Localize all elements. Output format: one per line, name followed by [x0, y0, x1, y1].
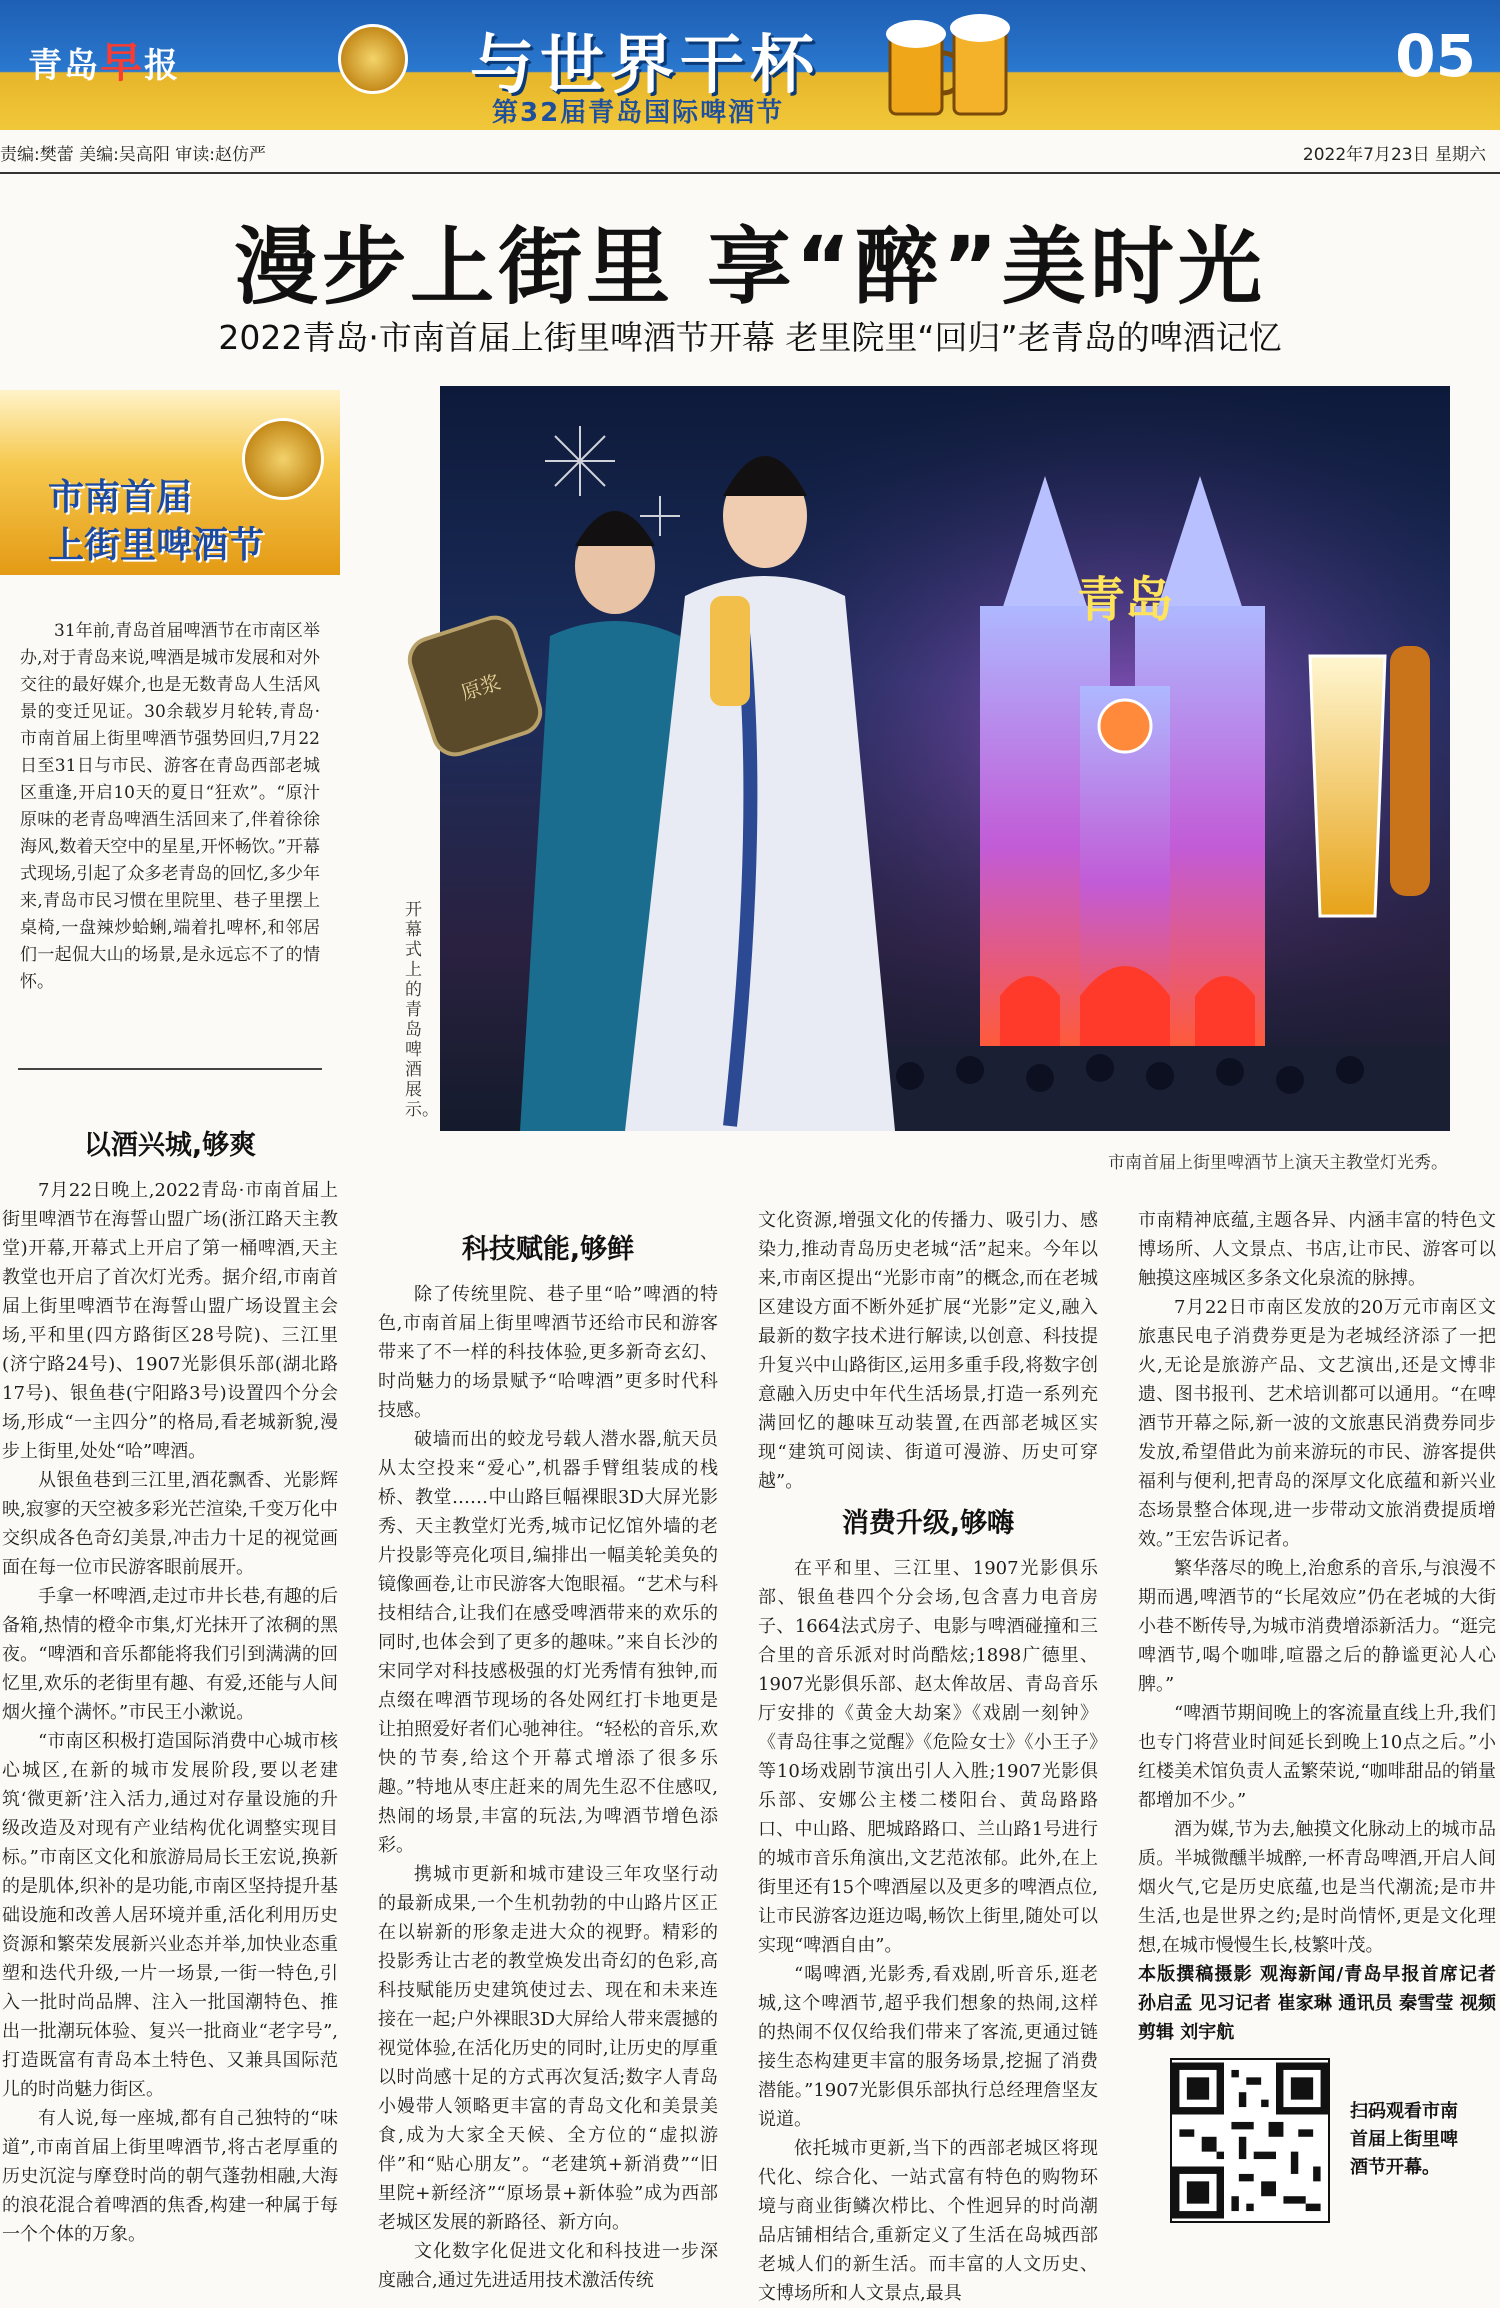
- article-paragraph: “市南区积极打造国际消费中心城市核心城区,在新的城市发展阶段,要以老建筑‘微更新’注入活力,通过对存量设施的升级改造及对现有产业结构优化调整实现目标。”市南区文化和旅游局局长王宏说,换新的是肌体,织补的是功能,市南区坚持提升基础设施和改善人居环境并重,活化利用历史资源和繁荣发展新兴业态并举,加快业态重塑和迭代升级,一片一场景,一街一特色,引入一批时尚品牌、注入一批国潮特色、推出一批潮玩体验、复兴一批商业“老字号”,打造既富有青岛本土特色、又兼具国际范儿的时尚魅力街区。: [2, 1731, 338, 2100]
- article-paragraph: 在平和里、三江里、1907光影俱乐部、银鱼巷四个分会场,包含喜力电音房子、1664法式房子、电影与啤酒碰撞和三合里的音乐派对时尚酷炫;1898广德里、1907光影俱乐部、赵太侔故居、青岛音乐厅安排的《黄金大劫案》《戏剧一刻钟》《青岛往事之觉醒》《危险女士》《小王子》等10场戏剧节演出引人入胜;1907光影俱乐部、安娜公主楼二楼阳台、黄岛路路口、中山路、肥城路路口、兰山路1号进行的城市音乐角演出,文艺范浓郁。此外,在上街里还有15个啤酒屋以及更多的啤酒点位,让市民游客边逛边喝,畅饮上街里,随处可以实现“啤酒自由”。: [758, 1558, 1098, 1956]
- qr-pattern: [1172, 2060, 1328, 2221]
- article-paragraph: 酒为媒,节为去,触摸文化脉动上的城市品质。半城微醺半城醉,一杯青岛啤酒,开启人间烟火气,它是历史底蕴,也是当代潮流;是市井生活,也是世界之约;是时尚情怀,更是文化理想,在城市慢慢生长,枝繁叶茂。: [1138, 1819, 1496, 1956]
- article-paragraph: 手拿一杯啤酒,走过市井长巷,有趣的后备箱,热情的橙伞市集,灯光抹开了浓稠的黑夜。“啤酒和音乐都能将我们引到满满的回忆里,欢乐的老街里有趣、有爱,还能与人间烟火撞个满怀。”市民王小漱说。: [2, 1586, 338, 1723]
- header-divider: [0, 172, 1500, 174]
- masthead: [0, 0, 1500, 130]
- intro-paragraph: 31年前,青岛首届啤酒节在市南区举办,对于青岛来说,啤酒是城市发展和对外交往的最好媒介,也是无数青岛人生活风景的变迁见证。30余载岁月轮转,青岛·市南首届上街里啤酒节强势回归,7月22日至31日与市民、游客在青岛西部老城区重逢,开启10天的夏日“狂欢”。“原汁原味的老青岛啤酒生活回来了,伴着徐徐海风,数着天空中的星星,开怀畅饮。”开幕式现场,引起了众多老青岛的回忆,多少年来,青岛市民习惯在里院里、巷子里摆上桌椅,一盘辣炒蛤蜊,端着扎啤杯,和邻居们一起侃大山的场景,是永远忘不了的情怀。: [20, 621, 320, 992]
- photo-vertical-caption: 开幕式上的青岛啤酒展示。: [405, 900, 439, 1120]
- qr-caption: 扫码观看市南首届上街里啤酒节开幕。: [1350, 2101, 1458, 2178]
- article-paragraph: 文化资源,增强文化的传播力、吸引力、感染力,推动青岛历史老城“活”起来。今年以来,市南区提出“光影市南”的概念,而在老城区建设方面不断外延扩展“光影”定义,融入最新的数字技术进行解读,以创意、科技提升复兴中山路街区,运用多重手段,将数字创意融入历史中年代生活场景,打造一系列充满回忆的趣味互动装置,在西部老城区实现“建筑可阅读、街道可漫游、历史可穿越”。: [758, 1210, 1098, 1492]
- issue-date: 2022年7月23日 星期六: [1302, 145, 1486, 165]
- article-paragraph: 市南精神底蕴,主题各异、内涵丰富的特色文博场所、人文景点、书店,让市民、游客可以触摸这座城区多条文化泉流的脉搏。: [1138, 1210, 1496, 1289]
- section-subtitle: 第32届青岛国际啤酒节: [492, 98, 785, 128]
- article-column-4: [1138, 1206, 1496, 2047]
- intro-divider: [18, 1068, 322, 1070]
- page-number: 05: [1395, 22, 1476, 90]
- editor-credits: 责编:樊蕾 美编:吴高阳 审读:赵仿严: [0, 145, 266, 165]
- logo-text-c: 报: [144, 46, 181, 86]
- article-paragraph: 除了传统里院、巷子里“哈”啤酒的特色,市南首届上街里啤酒节还给市民和游客带来了不一样的科技体验,更多新奇玄幻、时尚魅力的场景赋予“哈啤酒”更多时代科技感。: [378, 1284, 718, 1421]
- photo-caption: 市南首届上街里啤酒节上演天主教堂灯光秀。: [1108, 1153, 1448, 1173]
- article-paragraph: 繁华落尽的晚上,治愈系的音乐,与浪漫不期而遇,啤酒节的“长尾效应”仍在老城的大街小巷不断传导,为城市消费增添新活力。“逛完啤酒节,喝个咖啡,喧嚣之后的静谧更沁人心脾。”: [1138, 1558, 1496, 1695]
- projection-text: 青岛: [1076, 572, 1174, 628]
- main-photo: [440, 386, 1450, 1131]
- article-paragraph: 依托城市更新,当下的西部老城区将现代化、综合化、一站式富有特色的购物环境与商业街鳞次栉比、个性迥异的时尚潮品店铺相结合,重新定义了生活在岛城西部老城人们的新生活。而丰富的人文历史、文博场所和人文景点,最具: [758, 2138, 1098, 2304]
- article-paragraph: 7月22日市南区发放的20万元市南区文旅惠民电子消费券更是为老城经济添了一把火,无论是旅游产品、文艺演出,还是文博非遗、图书报刊、艺术培训都可以通用。“在啤酒节开幕之际,新一波的文旅惠民消费券同步发放,希望借此为前来游玩的市民、游客提供福利与便利,把青岛的深厚文化底蕴和新兴业态场景整合体现,进一步带动文旅消费提质增效。”王宏告诉记者。: [1138, 1297, 1496, 1550]
- article-paragraph: 破墙而出的蛟龙号载人潜水器,航天员从太空投来“爱心”,机器手臂组装成的栈桥、教堂……中山路巨幅裸眼3D大屏光影秀、天主教堂灯光秀,城市记忆馆外墙的老片投影等亮化项目,编排出一幅美轮美奂的镜像画卷,让市民游客大饱眼福。“艺术与科技相结合,让我们在感受啤酒带来的欢乐的同时,也体会到了更多的趣味。”来自长沙的宋同学对科技感极强的灯光秀情有独钟,而点缀在啤酒节现场的各处网红打卡地更是让拍照爱好者们心驰神往。“轻松的音乐,欢快的节奏,给这个开幕式增添了很多乐趣。”特地从枣庄赶来的周先生忍不住感叹,热闹的场景,丰富的玩法,为啤酒节增色添彩。: [378, 1429, 718, 1856]
- article-paragraph: 文化数字化促进文化和科技进一步深度融合,通过先进适用技术激活传统: [378, 2241, 718, 2291]
- newspaper-logo: [28, 30, 180, 90]
- meta-row: [0, 140, 1500, 170]
- feature-tag-line2: 上街里啤酒节: [48, 525, 265, 566]
- logo-text-a: 青岛: [28, 46, 100, 86]
- beer-glass: [1310, 646, 1430, 916]
- article-paragraph: “啤酒节期间晚上的客流量直线上升,我们也专门将营业时间延长到晚上10点之后。”小红楼美术馆负责人孟繁荣说,“咖啡甜品的销量都增加不少。”: [1138, 1703, 1496, 1811]
- byline-credits: 本版撰稿摄影 观海新闻/青岛早报首席记者 孙启孟 见习记者 崔家琳 通讯员 秦雪莹 视频剪辑 刘宇航: [1138, 1964, 1496, 2043]
- section-heading: 科技赋能,够鲜: [461, 1234, 635, 1265]
- article-paragraph: 携城市更新和城市建设三年攻坚行动的最新成果,一个生机勃勃的中山路片区正在以崭新的形象走进大众的视野。精彩的投影秀让古老的教堂焕发出奇幻的色彩,高科技赋能历史建筑使过去、现在和未来连接在一起;户外裸眼3D大屏给人带来震撼的视觉体验,在活化历史的同时,让历史的厚重以时尚感十足的方式再次复活;数字人青岛小嫚带人领略更丰富的青岛文化和美景美食,成为大家全天候、全方位的“虚拟游伴”和“贴心朋友”。“老建筑+新消费”“旧里院+新经济”“原场景+新体验”成为西部老城区发展的新路径、新方向。: [378, 1864, 718, 2233]
- article-paragraph: 从银鱼巷到三江里,酒花飘香、光影辉映,寂寥的天空被多彩光芒渲染,千变万化中交织成各色奇幻美景,冲击力十足的视觉画面在每一位市民游客眼前展开。: [2, 1470, 338, 1578]
- article-column-2: [378, 1222, 718, 2295]
- photo-illustration: [440, 386, 1450, 1131]
- section-heading: 以酒兴城,够爽: [83, 1130, 257, 1161]
- logo-text-b: 早: [100, 38, 145, 87]
- headline: 漫步上街里 享“醉”美时光: [234, 218, 1266, 316]
- festival-emblem-icon: [338, 24, 408, 94]
- cask-label: 原浆: [457, 669, 504, 705]
- article-paragraph: 有人说,每一座城,都有自己独特的“味道”,市南首届上街里啤酒节,将古老厚重的历史沉淀与摩登时尚的朝气蓬勃相融,大海的浪花混合着啤酒的焦香,构建一种属于每一个个体的万象。: [2, 2108, 338, 2245]
- feature-tag-line1: 市南首届: [48, 477, 193, 518]
- article-paragraph: “喝啤酒,光影秀,看戏剧,听音乐,逛老城,这个啤酒节,超乎我们想象的热闹,这样的热闹不仅仅给我们带来了客流,更通过链接生态构建更丰富的服务场景,挖掘了消费潜能。”1907光影俱乐部执行总经理詹坚友说道。: [758, 1964, 1098, 2130]
- feature-tag: [0, 390, 340, 575]
- qr-code-icon[interactable]: [1170, 2058, 1330, 2223]
- section-title: 与世界干杯: [470, 29, 820, 103]
- article-paragraph: 7月22日晚上,2022青岛·市南首届上街里啤酒节在海誓山盟广场(浙江路天主教堂)开幕,开幕式上开启了第一桶啤酒,天主教堂也开启了首次灯光秀。据介绍,市南首届上街里啤酒节在海誓山盟广场设置主会场,平和里(四方路街区28号院)、三江里(济宁路24号)、1907光影俱乐部(湖北路17号)、银鱼巷(宁阳路3号)设置四个分会场,形成“一主四分”的格局,看老城新貌,漫步上街里,处处“哈”啤酒。: [2, 1180, 338, 1462]
- subheadline: 2022青岛·市南首届上街里啤酒节开幕 老里院里“回归”老青岛的啤酒记忆: [218, 318, 1282, 357]
- article-column-1: [2, 1118, 338, 2249]
- section-heading: 消费升级,够嗨: [841, 1508, 1015, 1539]
- article-column-3: [758, 1206, 1098, 2308]
- beer-mugs-icon: [880, 8, 1020, 123]
- feature-tag-text: [48, 474, 264, 570]
